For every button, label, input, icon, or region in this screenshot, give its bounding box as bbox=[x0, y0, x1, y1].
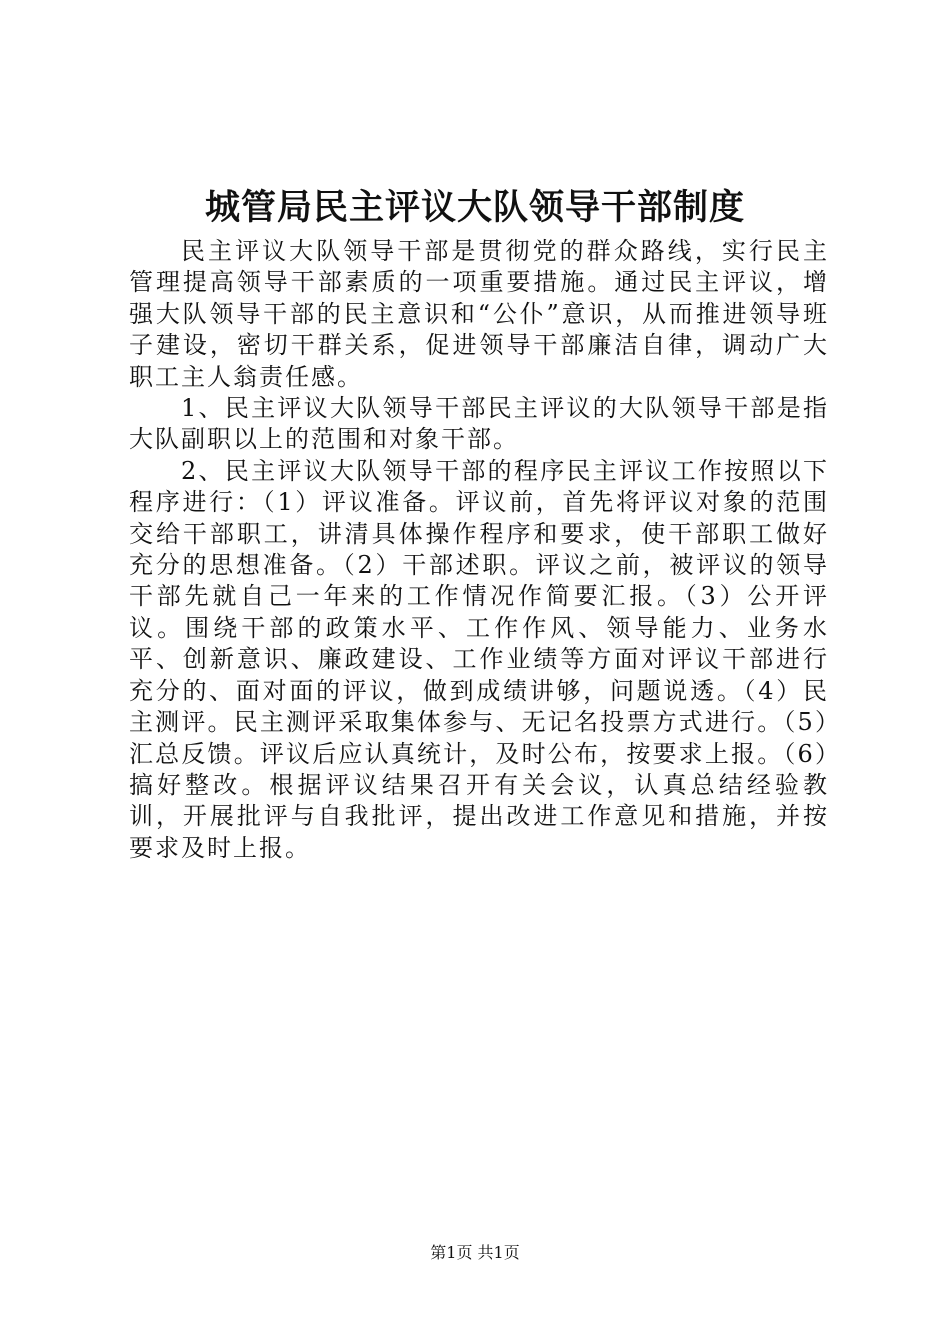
document-title: 城管局民主评议大队领导干部制度 bbox=[204, 188, 745, 228]
paragraph-procedure: 2、民主评议大队领导干部的程序民主评议工作按照以下程序进行：（1）评议准备。评议前，首先将评议对象的范围交给干部职工，讲清具体操作程序和要求，使干部职工做好充分的思想准备。（2）干部述职。评议之前，被评议的领导干部先就自己一年来的工作情况作简要汇报。（3）公开评议。围绕干部的政策水平、工作作风、领导能力、业务水平、创新意识、廉政建设、工作业绩等方面对评议干部进行充分的、面对面的评议，做到成绩讲够，问题说透。（4）民主测评。民主测评采取集体参与、无记名投票方式进行。（5）汇总反馈。评议后应认真统计，及时公布，按要求上报。（6）搞好整改。根据评议结果召开有关会议，认真总结经验教训，开展批评与自我批评，提出改进工作意见和措施，并按要求及时上报。 bbox=[129, 456, 829, 862]
document-body bbox=[129, 236, 829, 864]
paragraph-scope: 1、民主评议大队领导干部民主评议的大队领导干部是指大队副职以上的范围和对象干部。 bbox=[129, 394, 829, 454]
paragraph-intro: 民主评议大队领导干部是贯彻党的群众路线，实行民主管理提高领导干部素质的一项重要措施。通过民主评议，增强大队领导干部的民主意识和“公仆”意识，从而推进领导班子建设，密切干群关系，促进领导干部廉洁自律，调动广大职工主人翁责任感。 bbox=[129, 237, 829, 391]
page-footer: 第1页 共1页 bbox=[430, 1243, 520, 1262]
